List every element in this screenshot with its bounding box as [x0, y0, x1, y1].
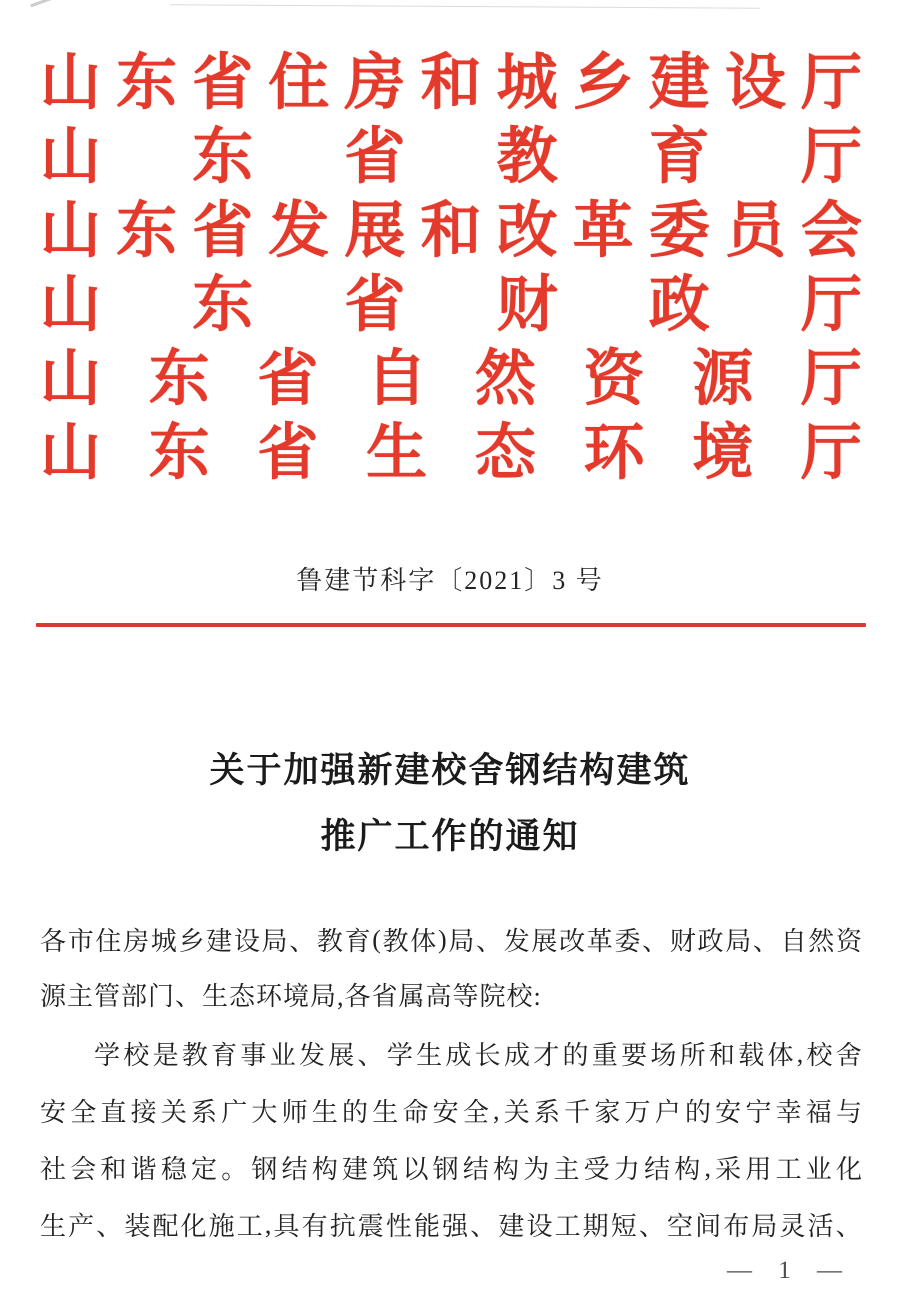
- document-number: 鲁建节科字〔2021〕3 号: [296, 566, 604, 595]
- body-line-paragraph-2: 安 全 直 接 关 系 广 大 师 生 的 生 命 安 全 , 关 系 千 家 万 户 的 安 宁 幸 福 与: [40, 1095, 862, 1127]
- red-letterhead: [0, 0, 900, 490]
- document-body: [0, 911, 900, 1253]
- title-line-2: 推广工作的通知: [320, 817, 580, 856]
- agency-name-development-reform: 山 东 省 发 展 和 改 革 委 员 会: [40, 197, 862, 265]
- body-line-recipients-2: 源主管部门、生态环境局,各省属高等院校:: [40, 982, 542, 1011]
- agency-name-education: 山 东 省 教 育 厅: [40, 123, 862, 191]
- body-line-paragraph-3: 社 会 和 谐 稳 定 。 钢 结 构 建 筑 以 钢 结 构 为 主 受 力 结 构 , 采 用 工 业 化: [40, 1152, 862, 1184]
- agency-name-natural-resources: 山 东 省 自 然 资 源 厅: [40, 345, 862, 413]
- body-line-paragraph-4: 生 产 、 装 配 化 施 工 , 具 有 抗 震 性 能 强 、 建 设 工 期 短 、 空 间 布 局 灵 活 、: [40, 1209, 862, 1241]
- agency-name-housing-construction: 山 东 省 住 房 和 城 乡 建 设 厅: [40, 49, 862, 117]
- body-line-recipients-1: 各 市 住 房 城 乡 建 设 局 、 教 育 ( 教 体 ) 局 、 发 展 改 革 委 、 财 政 局 、 自 然 资: [40, 924, 862, 956]
- body-line-paragraph-1: 学 校 是 教 育 事 业 发 展 、 学 生 成 长 成 才 的 重 要 场 所 和 载 体 , 校 舍: [94, 1038, 862, 1070]
- agency-name-ecology-environment: 山 东 省 生 态 环 境 厅: [40, 419, 862, 487]
- red-divider-rule: [36, 623, 866, 627]
- title-line-1: 关于加强新建校舍钢结构建筑: [209, 751, 691, 790]
- document-title: [0, 745, 900, 863]
- agency-name-finance: 山 东 省 财 政 厅: [40, 271, 862, 339]
- page-number: — 1 —: [727, 1257, 852, 1284]
